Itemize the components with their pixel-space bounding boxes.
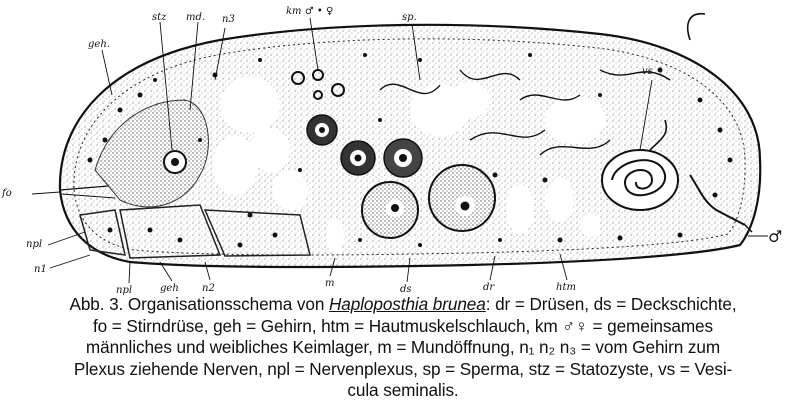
label-fo: fo — [2, 188, 12, 199]
figure-caption — [14, 294, 792, 402]
caption-line1-rest: : dr = Drüsen, ds = Deckschichte, — [485, 294, 737, 314]
label-geh-bottom: geh — [160, 283, 179, 294]
label-m: m — [325, 278, 335, 289]
label-stz: stz — [152, 12, 167, 23]
caption-line-4: Plexus ziehende Nerven, npl = Nervenplexus, sp = Sperma, stz = Statozyste, vs = Vesi- — [73, 358, 733, 379]
label-htm: htm — [556, 282, 576, 293]
label-sp: sp. — [402, 12, 417, 23]
label-male: ♂ — [768, 227, 783, 246]
caption-line-5: cula seminalis. — [347, 380, 459, 400]
caption-line-2: fo = Stirndrüse, geh = Gehirn, htm = Hautmuskelschlauch, km ♂♀ = gemeinsames — [92, 315, 714, 336]
label-km: km ♂ • ♀ — [286, 6, 334, 17]
label-geh-top: geh. — [88, 39, 110, 50]
label-n3: n3 — [222, 14, 235, 25]
label-ds: ds — [400, 284, 412, 295]
label-npl-bottom: npl — [116, 285, 133, 296]
caption-line-1 — [14, 294, 792, 316]
label-n1: n1 — [34, 264, 47, 275]
species-name: Haploposthia brunea — [328, 294, 486, 314]
label-n2: n2 — [202, 283, 215, 294]
caption-prefix: Abb. 3. Organisationsschema von — [69, 294, 329, 314]
label-vs: vs — [642, 66, 653, 77]
label-npl-left: npl — [26, 239, 43, 250]
caption-line-3: männliches und weibliches Keimlager, m = Mundöffnung, n₁ n₂ n₃ = vom Gehirn zum — [85, 337, 721, 357]
label-md: md. — [186, 12, 206, 23]
label-dr: dr — [483, 282, 495, 293]
